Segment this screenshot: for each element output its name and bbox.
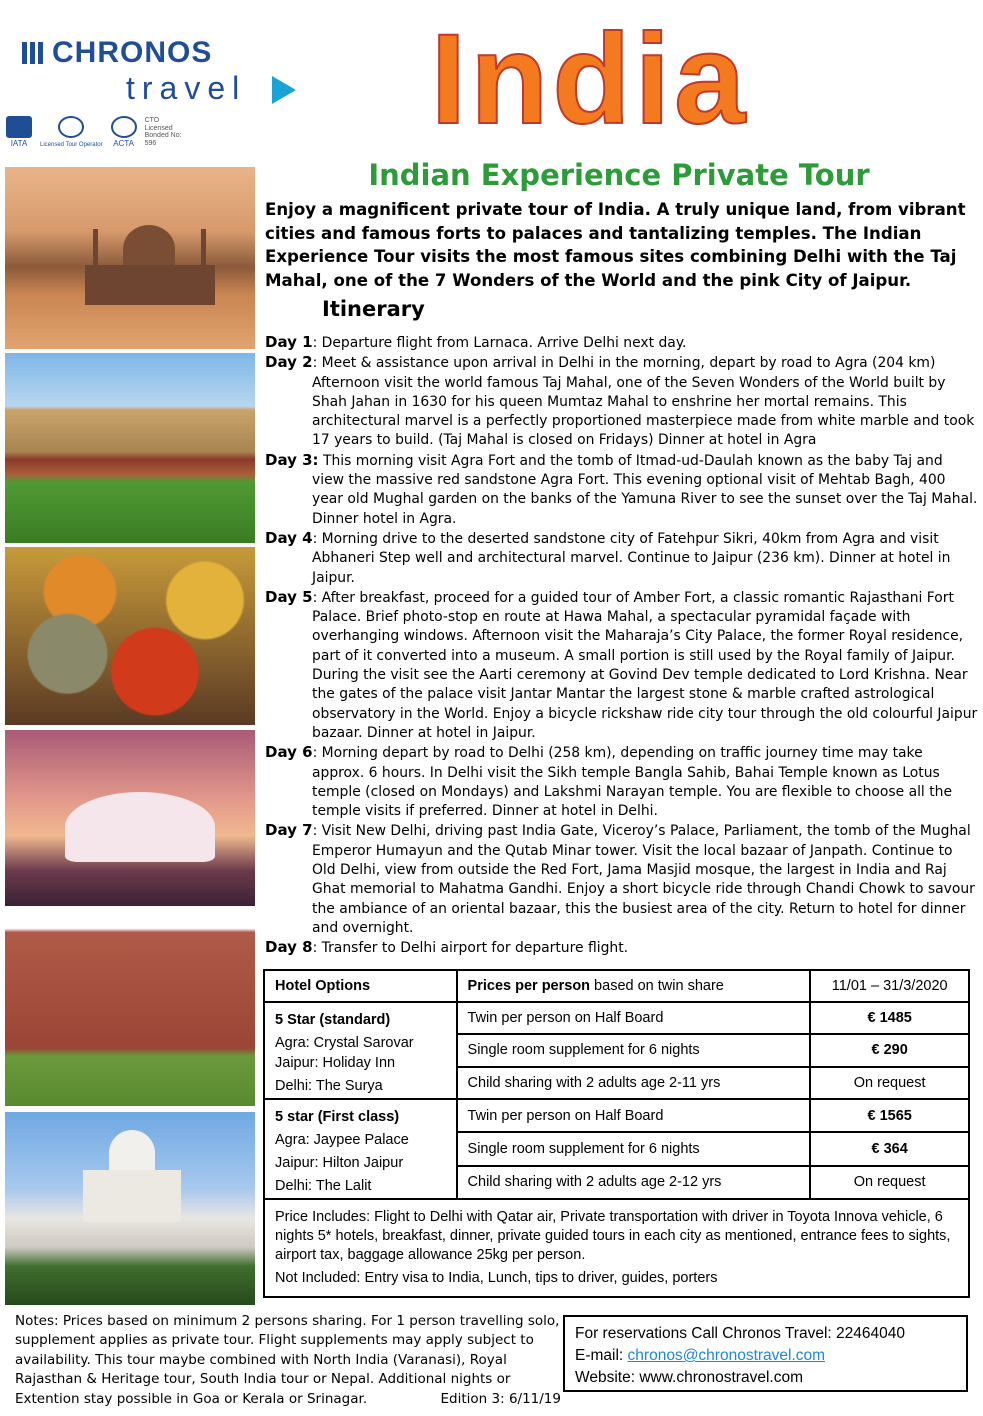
day-text: : Meet & assistance upon arrival in Delhi in the morning, depart by road to Agra (204 km) Afternoon visit the world famous Taj Mahal, one of the Seven Wonders of the World built by Shah Jahan in 1630 for his queen Mumtaz Mahal to enshrine her mortal remains. This architectural marvel is a perfectly proportioned masterpiece made from white marble and took 17 years to build. (Taj Mahal is closed on Fridays) Dinner at hotel in Agra	[312, 355, 975, 449]
spice-market-photo	[5, 547, 255, 725]
price-value: On request	[810, 1067, 969, 1099]
hotel-group-first-class	[264, 1099, 457, 1199]
itinerary-heading: Itinerary	[322, 297, 425, 321]
prices-header	[457, 970, 811, 1002]
iata-logo-icon	[6, 116, 32, 138]
price-desc: Twin per person on Half Board	[457, 1002, 811, 1034]
hotel-line: Agra: Jaypee Palace	[275, 1132, 409, 1148]
acta-badge	[111, 116, 137, 149]
day-label: Day 6	[265, 743, 313, 762]
hotel-line: Delhi: The Surya	[275, 1078, 383, 1094]
notes-text: : Prices based on minimum 2 persons sharing. For 1 person travelling solo, supplement applies as private tour. Flight supplements may apply subject to availability. This tour maybe combined with North India (Varanasi), Royal Rajasthan & Heritage tour, South India tour or Nepal. Additional nights or Extention stay possible in Goa or Kerala or Srinagar.	[15, 1313, 560, 1407]
day-label: Day 3:	[265, 450, 319, 469]
day-label: Day 1	[265, 333, 313, 351]
day-text: : Transfer to Delhi airport for departure flight.	[312, 940, 629, 957]
hotel-group-name: 5 star (First class)	[275, 1109, 400, 1125]
badge-licensed-label: Licensed Tour Operator	[40, 142, 103, 148]
iata-badge	[6, 116, 32, 149]
accreditation-badges	[6, 116, 189, 149]
itinerary-day	[265, 529, 978, 588]
period-header: 11/01 – 31/3/2020	[810, 970, 969, 1002]
tour-intro: Enjoy a magnificent private tour of India. A truly unique land, from vibrant cities and famous forts to palaces and tantalizing temples. The Indian Experience Tour visits the most famous sites combining Delhi with the Taj Mahal, one of the 7 Wonders of the World and the pink City of Jaipur.	[265, 200, 966, 290]
logo-tagline: travel	[126, 70, 247, 106]
cto-badge: CTO Licensed Bonded No: 596	[144, 117, 182, 148]
itinerary-day	[265, 821, 978, 938]
table-row	[264, 1002, 969, 1034]
itinerary-list	[265, 333, 978, 959]
hotel-line: Jaipur: Holiday Inn	[275, 1055, 396, 1071]
email-link[interactable]: chronos@chronostravel.com	[627, 1347, 826, 1364]
price-table	[263, 969, 970, 1298]
amber-fort-photo	[5, 353, 255, 543]
licensed-operator-icon	[58, 116, 84, 138]
day-label: Day 5	[265, 587, 313, 606]
notes-label: Notes	[15, 1313, 54, 1329]
prices-header-bold: Prices per person	[467, 978, 591, 994]
price-desc: Child sharing with 2 adults age 2-11 yrs	[457, 1067, 811, 1099]
prices-header-rest: based on twin share	[590, 978, 724, 994]
website-line: Website: www.chronostravel.com	[575, 1369, 803, 1386]
itinerary-day	[265, 353, 978, 450]
hotel-line: Agra: Crystal Sarovar	[275, 1035, 414, 1051]
hotel-options-header: Hotel Options	[264, 970, 457, 1002]
day-text: : Morning drive to the deserted sandstone city of Fatehpur Sikri, 40km from Agra and visit Abhaneri Step well and architectural marvel. Continue to Jaipur (236 km). Dinner at hotel in Jaipur.	[312, 530, 951, 586]
price-value: On request	[810, 1166, 969, 1199]
email-label: E-mail:	[575, 1347, 628, 1364]
itinerary-day	[265, 743, 978, 821]
taj-mahal-sunset-photo	[5, 167, 255, 349]
reservation-phone: For reservations Call Chronos Travel: 22464040	[575, 1325, 905, 1342]
hotel-group-standard	[264, 1002, 457, 1099]
logo-brand: CHRONOS	[52, 36, 213, 69]
table-header-row	[264, 970, 969, 1002]
price-value: € 1565	[810, 1099, 969, 1132]
table-row	[264, 1099, 969, 1132]
day-text: : Visit New Delhi, driving past India Gate, Viceroy’s Palace, Parliament, the tomb of the Mughal Emperor Humayun and the Qutab Minar tower. Visit the local bazaar of Janpath. Continue to Old Delhi, view from outside the Red Fort, Jama Masjid mosque, the largest in India and Raj Ghat memorial to Mahatma Gandhi. Enjoy a short bicycle ride through Chandi Chowk to savour the ambiance of an oriental bazaar, this the busiest area of the city. Return to hotel for dinner and overnight.	[312, 823, 975, 936]
hotel-line: Jaipur: Hilton Jaipur	[275, 1155, 404, 1171]
day-text: This morning visit Agra Fort and the tomb of Itmad-ud-Daulah known as the baby Taj and view the massive red sandstone Agra Fort. This evening optional visit of Mehtab Bagh, 400 year old Mughal garden on the banks of the Yamuna River to see the sunset over the Taj Mahal. Dinner hotel in Agra.	[312, 452, 978, 527]
price-includes-cell	[264, 1199, 969, 1297]
day-text: : After breakfast, proceed for a guided tour of Amber Fort, a classic romantic Rajasthani Fort Palace. Brief photo-stop en route at Hawa Mahal, a spectacular pyramidal façade with overhanging windows. Afternoon visit the Maharaja’s City Palace, the former Royal residence, part of it converted into a museum. A small portion is still used by the Royal family of Jaipur. During the visit see the Aarti ceremony at Govind Dev temple dedicated to Lord Krishna. Near the gates of the palace visit Jantar Mantar the largest stone & marble crafted astrological observatory in the World. Enjoy a bicycle rickshaw ride city tour through the old colourful Jaipur bazaar. Dinner at hotel in Jaipur.	[312, 589, 978, 741]
tour-subtitle: Indian Experience Private Tour	[368, 158, 870, 192]
day-label: Day 8	[265, 938, 313, 957]
hotel-group-name: 5 Star (standard)	[275, 1012, 391, 1028]
price-value: € 290	[810, 1034, 969, 1066]
itinerary-day	[265, 333, 978, 353]
not-included: Not Included: Entry visa to India, Lunch, tips to driver, guides, porters	[275, 1270, 718, 1286]
red-fort-photo	[5, 913, 255, 1106]
price-desc: Child sharing with 2 adults age 2-12 yrs	[457, 1166, 811, 1199]
price-value: € 1485	[810, 1002, 969, 1034]
page-title: India	[430, 8, 750, 151]
price-desc: Twin per person on Half Board	[457, 1099, 811, 1132]
price-value: € 364	[810, 1132, 969, 1165]
day-label: Day 2	[265, 353, 313, 372]
notes	[15, 1312, 565, 1409]
itinerary-day	[265, 938, 978, 958]
price-desc: Single room supplement for 6 nights	[457, 1132, 811, 1165]
email-line	[575, 1345, 956, 1367]
licensed-operator-badge	[40, 116, 103, 149]
lotus-temple-photo	[5, 730, 255, 906]
day-label: Day 4	[265, 528, 313, 547]
acta-logo-icon	[111, 116, 137, 138]
taj-mahal-day-photo	[5, 1112, 255, 1305]
badge-acta-label: ACTA	[113, 139, 134, 148]
itinerary-day	[265, 588, 978, 743]
price-includes: Price Includes: Flight to Delhi with Qatar air, Private transportation with driver in Toyota Innova vehicle, 6 nights 5* hotels, breakfast, dinner, private guided tours in each city as mentioned, entrance fees to sights, airport tax, baggage allowance 25kg per person.	[275, 1209, 951, 1263]
badge-iata-label: IATA	[10, 139, 28, 148]
logo-arrow-icon	[272, 76, 296, 104]
contact-box	[563, 1315, 968, 1392]
hotel-line: Delhi: The Lalit	[275, 1178, 372, 1194]
table-row-includes	[264, 1199, 969, 1297]
price-desc: Single room supplement for 6 nights	[457, 1034, 811, 1066]
edition-label: Edition 3: 6/11/19	[440, 1390, 561, 1407]
itinerary-day	[265, 451, 978, 529]
day-label: Day 7	[265, 821, 313, 840]
logo-bars-icon	[22, 42, 43, 64]
day-text: : Departure flight from Larnaca. Arrive Delhi next day.	[312, 335, 687, 351]
day-text: : Morning depart by road to Delhi (258 km), depending on traffic journey time may take approx. 6 hours. In Delhi visit the Sikh temple Bangla Sahib, Bahai Temple known as Lotus temple (closed on Mondays) and Lakshmi Narayan temple. You are flexible to choose all the temple visits if preferred. Dinner at hotel in Delhi.	[312, 745, 953, 820]
